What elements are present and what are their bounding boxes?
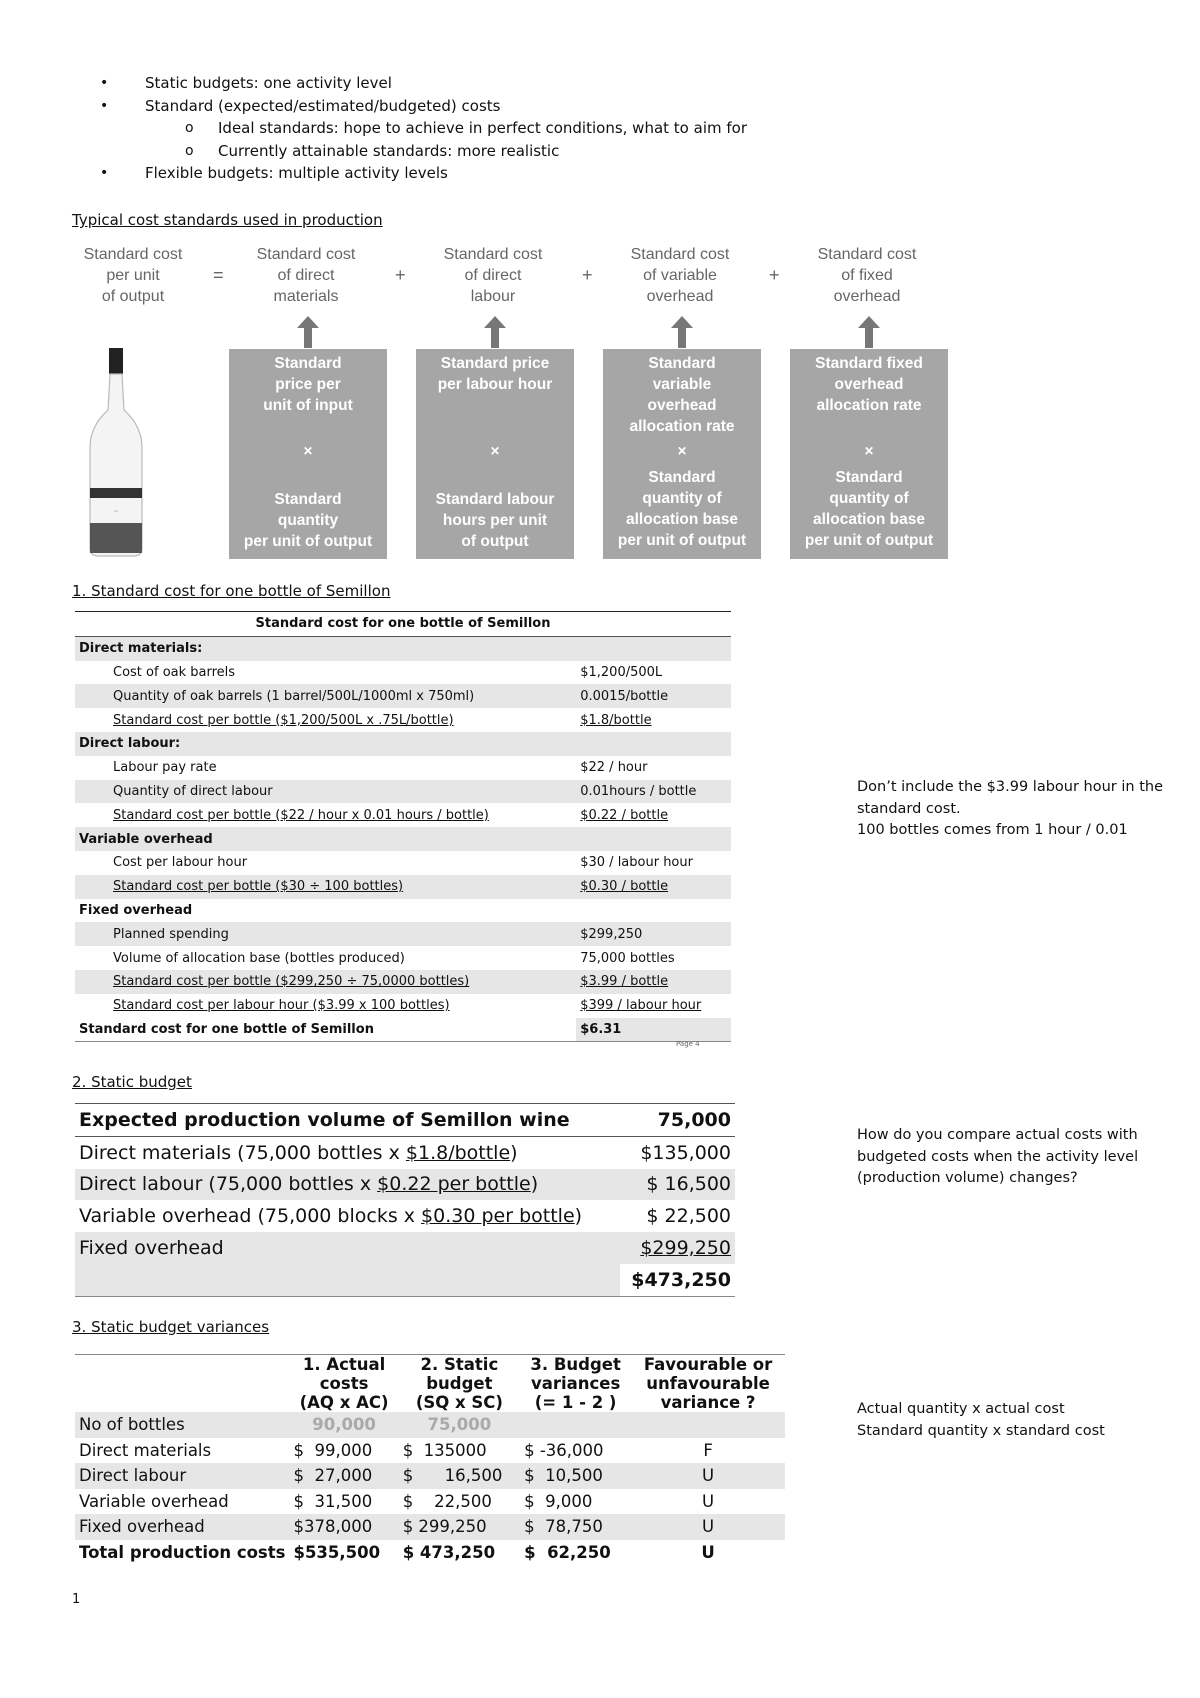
table-total-row: Total production costs $535,500 $ 473,250 $ 62,250 U — [79, 1542, 715, 1562]
standard-cost-table — [75, 611, 731, 1042]
formula-box-variable-overhead: Standard variable overhead allocation rate × Standard quantity of allocation base per unit of output — [603, 349, 761, 559]
table-row: Standard cost per bottle ($30 ÷ 100 bottles) $0.30 / bottle — [75, 875, 731, 899]
table-total-row: Standard cost for one bottle of Semillon $6.31 — [75, 1018, 731, 1042]
times-sign: × — [864, 443, 874, 460]
table-header-row: Expected production volume of Semillon wine 75,000 — [75, 1104, 735, 1137]
table-row: Standard cost per bottle ($299,250 ÷ 75,0000 bottles) $3.99 / bottle — [75, 970, 731, 994]
table-title: Standard cost for one bottle of Semillon — [75, 612, 731, 637]
page-number: 1 — [72, 1592, 81, 1607]
formula-box-labour: Standard price per labour hour × Standard labour hours per unit of output — [416, 349, 574, 559]
up-arrow-icon — [794, 316, 944, 348]
table-row: Fixed overhead — [79, 902, 193, 918]
formula-label-variable-overhead: Standard cost of variable overhead — [630, 246, 730, 305]
table-row: Planned spending $299,250 — [75, 922, 731, 946]
table-row: Direct materials (75,000 bottles x $1.8/bottle) $135,000 — [79, 1141, 731, 1164]
formula-label-materials: Standard cost of direct materials — [256, 246, 356, 305]
table-row: Volume of allocation base (bottles produced) 75,000 bottles — [113, 950, 675, 966]
table-row: Fixed overhead $378,000 $ 299,250 $ 78,750 U — [75, 1514, 785, 1540]
up-arrow-icon — [607, 316, 757, 348]
section-heading-standard-cost: 1. Standard cost for one bottle of Semillon — [72, 582, 391, 600]
table-row: Direct labour $ 27,000 $ 16,500 $ 10,500 U — [75, 1463, 785, 1489]
note-compare-costs: How do you compare actual costs with budgeted costs when the activity level (production volume) changes? — [857, 1127, 1139, 1186]
table-row: Direct materials: — [75, 636, 731, 660]
table-total-row: $473,250 — [75, 1264, 735, 1296]
section-heading-typical: Typical cost standards used in production — [72, 211, 383, 229]
table-row: Cost of oak barrels $1,200/500L — [113, 664, 663, 680]
table-row: Standard cost per labour hour ($3.99 x 100 bottles) $399 / labour hour — [113, 998, 702, 1014]
formula-box-fixed-overhead: Standard fixed overhead allocation rate × Standard quantity of allocation base per unit of output — [790, 349, 948, 559]
formula-box-materials: Standard price per unit of input × Standard quantity per unit of output — [229, 349, 387, 559]
table-row: Cost per labour hour $30 / labour hour — [113, 855, 693, 871]
section-heading-variances: 3. Static budget variances — [72, 1318, 270, 1336]
up-arrow-icon — [233, 316, 383, 348]
svg-text:~: ~ — [113, 508, 119, 515]
table-row: Labour pay rate $22 / hour — [113, 760, 648, 776]
plus-sign: + — [582, 265, 593, 285]
equals-sign: = — [213, 265, 224, 285]
table-row: Direct labour: — [75, 732, 731, 756]
page-note: Page 4 — [676, 1040, 700, 1048]
times-sign: × — [303, 443, 313, 460]
formula-label-unit-cost: Standard cost per unit of output — [83, 246, 183, 305]
table-header-row: 1. Actual costs (AQ x AC) 2. Static budget (SQ x SC) 3. Budget variances (= 1 - 2 ) Favourable or unfavourable variance ? — [299, 1355, 773, 1412]
table-row: Fixed overhead $299,250 — [75, 1232, 735, 1264]
table-row: Variable overhead $ 31,500 $ 22,500 $ 9,000 U — [79, 1491, 715, 1511]
formula-label-labour: Standard cost of direct labour — [443, 246, 543, 305]
note-labour-hour: Don’t include the $3.99 labour hour in the standard cost. 100 bottles comes from 1 hour / 0.01 — [857, 779, 1163, 838]
up-arrow-icon — [420, 316, 570, 348]
table-row: Direct labour (75,000 bottles x $0.22 per bottle) $ 16,500 — [75, 1169, 735, 1201]
table-row: Standard cost per bottle ($1,200/500L x .75L/bottle) $1.8/bottle — [113, 712, 652, 728]
note-actual-standard: Actual quantity x actual cost Standard quantity x standard cost — [857, 1401, 1105, 1439]
section-heading-static-budget: 2. Static budget — [72, 1073, 192, 1091]
table-row: Quantity of oak barrels (1 barrel/500L/1000ml x 750ml) 0.0015/bottle — [75, 684, 731, 708]
table-row: Standard cost per bottle ($22 / hour x 0.01 hours / bottle) $0.22 / bottle — [113, 807, 669, 823]
wine-bottle-icon — [86, 348, 146, 558]
table-row: No of bottles 90,000 75,000 — [75, 1412, 785, 1438]
times-sign: × — [490, 443, 500, 460]
table-row: Direct materials $ 99,000 $ 135000 $ -36,000 F — [79, 1440, 713, 1460]
table-row: Quantity of direct labour 0.01hours / bottle — [75, 780, 731, 804]
times-sign: × — [677, 443, 687, 460]
table-row: Variable overhead — [75, 827, 731, 851]
table-row: Variable overhead (75,000 blocks x $0.30 per bottle) $ 22,500 — [79, 1205, 731, 1228]
static-budget-variance-table — [75, 1354, 785, 1565]
plus-sign: + — [769, 265, 780, 285]
static-budget-table — [75, 1103, 735, 1297]
plus-sign: + — [395, 265, 406, 285]
formula-label-fixed-overhead: Standard cost of fixed overhead — [817, 246, 917, 305]
